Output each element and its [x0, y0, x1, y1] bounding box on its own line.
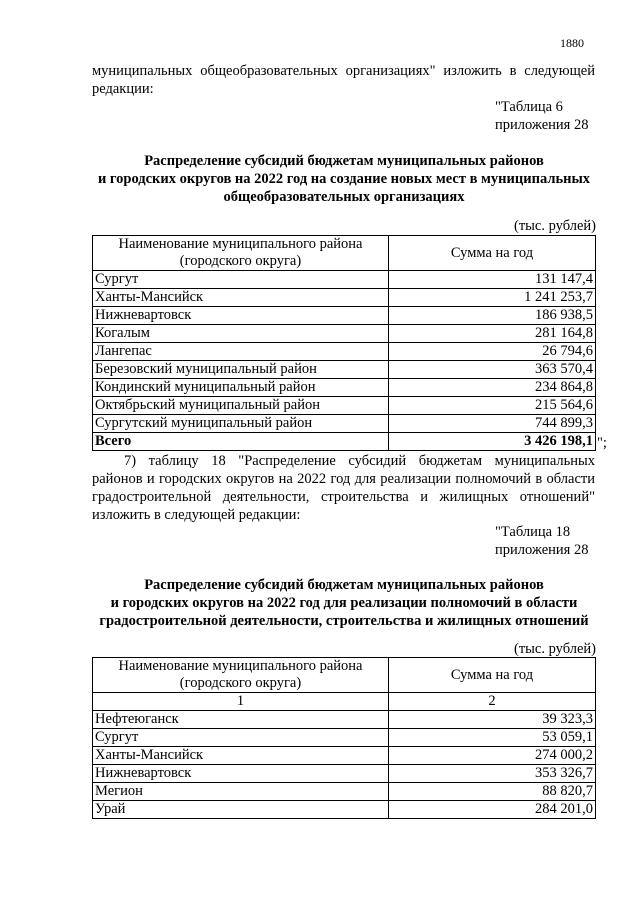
table-row — [93, 325, 596, 343]
item7-line: 7) таблицу 18 "Распределение субсидий бюджетам муниципальных — [124, 453, 595, 469]
row-name: Ханты-Мансийск — [93, 747, 389, 765]
table18 — [92, 657, 596, 819]
column-index: 2 — [389, 693, 596, 711]
header-name-cell: Наименование муниципального района (городского округа) — [93, 236, 389, 271]
table-header-row — [93, 236, 596, 271]
title-line: общеобразовательных организациях — [223, 189, 465, 205]
row-name: Нижневартовск — [93, 307, 389, 325]
table-row — [93, 415, 596, 433]
item7-line: районов и городских округов на 2022 год для реализации полномочий в области — [92, 471, 595, 487]
row-name: Лангепас — [93, 343, 389, 361]
row-name: Сургутский муниципальный район — [93, 415, 389, 433]
table-row — [93, 289, 596, 307]
row-sum: 234 864,8 — [389, 379, 596, 397]
table6-title — [80, 152, 608, 206]
row-sum: 88 820,7 — [389, 783, 596, 801]
item7-paragraph — [92, 452, 595, 524]
row-sum: 353 326,7 — [389, 765, 596, 783]
table-row — [93, 801, 596, 819]
row-name: Мегион — [93, 783, 389, 801]
page-number: 1880 — [560, 36, 584, 50]
table18-reference — [495, 523, 605, 559]
table-row — [93, 711, 596, 729]
table-row — [93, 361, 596, 379]
total-sum: 3 426 198,1 — [389, 433, 596, 451]
row-sum: 39 323,3 — [389, 711, 596, 729]
row-name: Сургут — [93, 271, 389, 289]
intro-line: редакции: — [92, 81, 154, 97]
table-row — [93, 747, 596, 765]
table6 — [92, 235, 596, 451]
intro-paragraph — [92, 62, 595, 98]
item7-line: градостроительной деятельности, строительства и жилищных отношений" — [92, 489, 595, 505]
intro-line: муниципальных общеобразовательных организациях" изложить в следующей — [92, 63, 595, 79]
reference-line: "Таблица 18 — [495, 524, 571, 540]
header-name-cell: Наименование муниципального района (городского округа) — [93, 658, 389, 693]
row-name: Ханты-Мансийск — [93, 289, 389, 307]
total-label: Всего — [93, 433, 389, 451]
item7-line: изложить в следующей редакции: — [92, 507, 301, 523]
header-sum-cell: Сумма на год — [389, 658, 596, 693]
row-sum: 215 564,6 — [389, 397, 596, 415]
row-name: Сургут — [93, 729, 389, 747]
table-row — [93, 379, 596, 397]
table-header-row — [93, 658, 596, 693]
row-sum: 281 164,8 — [389, 325, 596, 343]
row-sum: 1 241 253,7 — [389, 289, 596, 307]
header-sum-cell: Сумма на год — [389, 236, 596, 271]
row-name: Березовский муниципальный район — [93, 361, 389, 379]
row-name: Урай — [93, 801, 389, 819]
row-sum: 363 570,4 — [389, 361, 596, 379]
total-row — [93, 433, 596, 451]
table18-title — [80, 576, 608, 630]
row-sum: 274 000,2 — [389, 747, 596, 765]
table-row — [93, 783, 596, 801]
reference-line: "Таблица 6 — [495, 99, 563, 115]
table6-units: (тыс. рублей) — [514, 218, 596, 234]
row-sum: 53 059,1 — [389, 729, 596, 747]
row-name: Нижневартовск — [93, 765, 389, 783]
row-sum: 26 794,6 — [389, 343, 596, 361]
title-line: Распределение субсидий бюджетам муниципальных районов — [144, 577, 544, 593]
row-name: Когалым — [93, 325, 389, 343]
table18-units: (тыс. рублей) — [514, 641, 596, 657]
row-sum: 131 147,4 — [389, 271, 596, 289]
table-row — [93, 765, 596, 783]
table-row — [93, 307, 596, 325]
table-row — [93, 271, 596, 289]
row-name: Октябрьский муниципальный район — [93, 397, 389, 415]
title-line: и городских округов на 2022 год на создание новых мест в муниципальных — [97, 171, 591, 187]
row-name: Нефтеюганск — [93, 711, 389, 729]
row-sum: 744 899,3 — [389, 415, 596, 433]
title-line: и городских округов на 2022 год для реализации полномочий в области — [110, 595, 578, 611]
column-index-row — [93, 693, 596, 711]
title-line: градостроительной деятельности, строительства и жилищных отношений — [99, 613, 589, 629]
title-line: Распределение субсидий бюджетам муниципальных районов — [144, 153, 544, 169]
row-sum: 186 938,5 — [389, 307, 596, 325]
row-sum: 284 201,0 — [389, 801, 596, 819]
quote-close-mark: "; — [597, 435, 607, 451]
row-name: Кондинский муниципальный район — [93, 379, 389, 397]
reference-line: приложения 28 — [495, 117, 589, 133]
table-row — [93, 343, 596, 361]
reference-line: приложения 28 — [495, 542, 589, 558]
table-row — [93, 397, 596, 415]
column-index: 1 — [93, 693, 389, 711]
table6-reference — [495, 98, 605, 134]
table-row — [93, 729, 596, 747]
